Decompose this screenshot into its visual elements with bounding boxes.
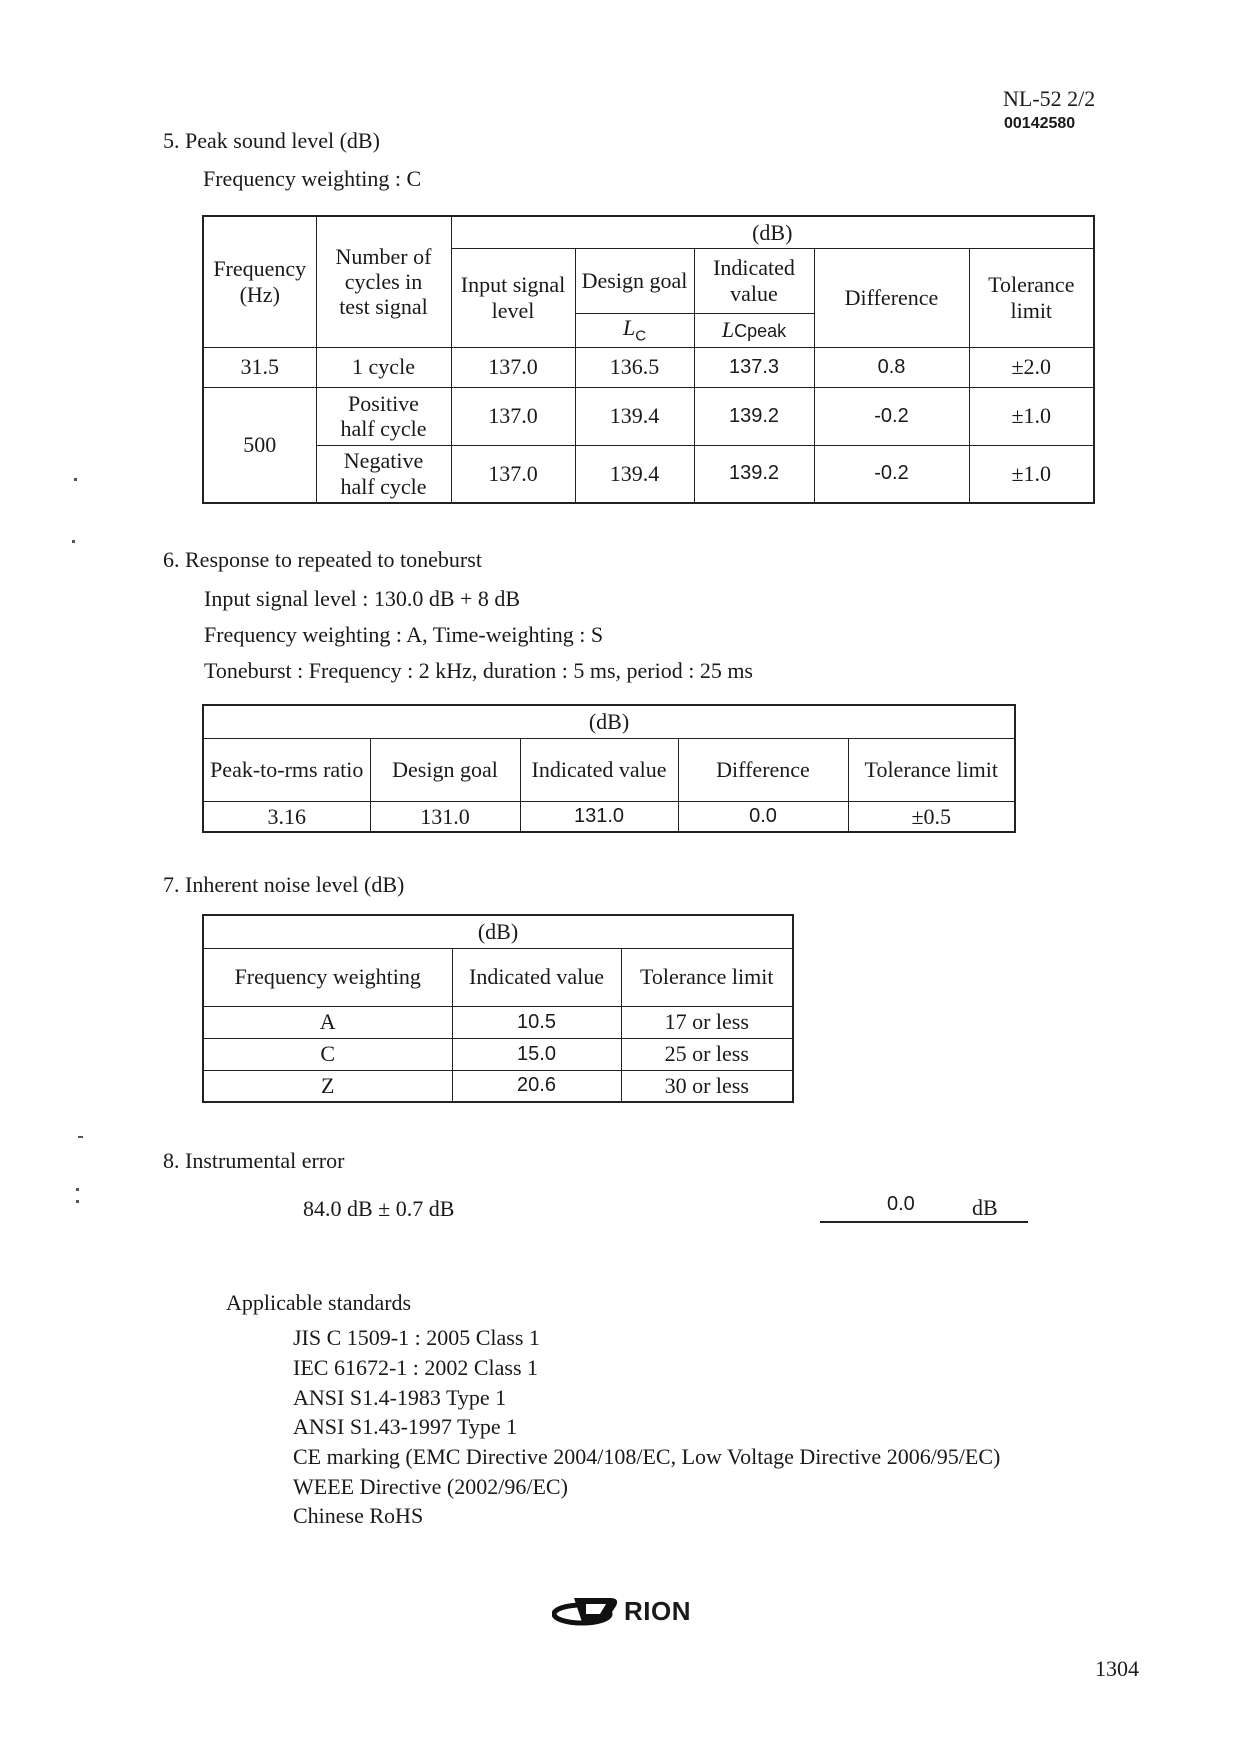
design-cell: 139.4 (575, 445, 694, 503)
table-row (203, 801, 1015, 832)
noise-table (202, 914, 794, 1103)
scan-mark (76, 1188, 79, 1191)
instrumental-error-spec: 84.0 dB ± 0.7 dB (303, 1196, 455, 1221)
difference-cell: 0.8 (814, 347, 969, 387)
tolerance-cell: ±1.0 (969, 387, 1094, 445)
col-header-design: Design goal (575, 248, 694, 313)
table-row (203, 445, 1094, 503)
input-cell: 137.0 (451, 445, 575, 503)
col-header-frequency: Frequency (Hz) (203, 216, 316, 347)
result-underline (820, 1221, 1028, 1223)
difference-cell: -0.2 (814, 387, 969, 445)
weighting-cell: A (203, 1006, 452, 1038)
col-header-indicated: Indicated value (520, 738, 678, 801)
toneburst-table (202, 704, 1016, 833)
design-cell: 131.0 (370, 801, 520, 832)
section7-title: 7. Inherent noise level (dB) (163, 872, 405, 897)
table-row (203, 1070, 793, 1102)
standard-item: Chinese RoHS (293, 1503, 424, 1528)
instrumental-error-unit: dB (972, 1195, 998, 1220)
standard-item: ANSI S1.4-1983 Type 1 (293, 1385, 507, 1410)
weighting-cell: C (203, 1038, 452, 1070)
indicated-symbol: LCpeak (694, 313, 814, 347)
col-header-difference: Difference (814, 248, 969, 347)
page-number: 1304 (1095, 1656, 1139, 1681)
peak-level-table (202, 215, 1095, 504)
rion-logo (552, 1590, 702, 1632)
section6-line: Frequency weighting : A, Time-weighting : S (204, 622, 604, 647)
section6-line: Input signal level : 130.0 dB + 8 dB (204, 586, 521, 611)
section5-weighting: Frequency weighting : C (203, 166, 422, 191)
col-header-tolerance: Tolerance limit (621, 948, 793, 1006)
cycle-cell: Negative half cycle (316, 445, 451, 503)
col-header-input: Input signal level (451, 248, 575, 347)
document-id: NL-52 2/2 (1003, 86, 1096, 111)
tolerance-cell: ±2.0 (969, 347, 1094, 387)
indicated-cell: 137.3 (694, 347, 814, 387)
ratio-cell: 3.16 (203, 801, 370, 832)
scan-mark (76, 1200, 79, 1203)
table-row (203, 387, 1094, 445)
col-header-design: Design goal (370, 738, 520, 801)
standard-item: IEC 61672-1 : 2002 Class 1 (293, 1355, 539, 1380)
scan-mark (72, 540, 75, 543)
serial-number: 00142580 (1004, 115, 1076, 132)
standard-item: CE marking (EMC Directive 2004/108/EC, Low Voltage Directive 2006/95/EC) (293, 1444, 1001, 1469)
input-cell: 137.0 (451, 347, 575, 387)
cycle-cell: Positive half cycle (316, 387, 451, 445)
indicated-cell: 10.5 (452, 1006, 621, 1038)
design-cell: 136.5 (575, 347, 694, 387)
indicated-cell: 15.0 (452, 1038, 621, 1070)
design-symbol: $L_C$ (575, 313, 694, 347)
section6-title: 6. Response to repeated to toneburst (163, 547, 482, 572)
tolerance-cell: ±0.5 (848, 801, 1015, 832)
col-header-cycles: Number of cycles in test signal (316, 216, 451, 347)
input-cell: 137.0 (451, 387, 575, 445)
db-header: (dB) (203, 915, 793, 948)
section8-title: 8. Instrumental error (163, 1148, 345, 1173)
difference-cell: 0.0 (678, 801, 848, 832)
design-cell: 139.4 (575, 387, 694, 445)
difference-cell: -0.2 (814, 445, 969, 503)
tolerance-cell: 30 or less (621, 1070, 793, 1102)
cycle-cell: 1 cycle (316, 347, 451, 387)
standard-item: ANSI S1.43-1997 Type 1 (293, 1414, 518, 1439)
weighting-cell: Z (203, 1070, 452, 1102)
scan-mark (74, 478, 77, 481)
standards-title: Applicable standards (226, 1290, 412, 1315)
db-header: (dB) (451, 216, 1094, 248)
scan-mark (78, 1136, 83, 1138)
col-header-weighting: Frequency weighting (203, 948, 452, 1006)
rion-logo-icon (552, 1592, 622, 1628)
indicated-cell: 131.0 (520, 801, 678, 832)
rion-logo-text: RION (624, 1596, 691, 1626)
standard-item: WEEE Directive (2002/96/EC) (293, 1474, 568, 1499)
col-header-tolerance: Tolerance limit (848, 738, 1015, 801)
frequency-cell: 500 (203, 387, 316, 503)
frequency-cell: 31.5 (203, 347, 316, 387)
indicated-cell: 139.2 (694, 445, 814, 503)
col-header-tolerance: Tolerance limit (969, 248, 1094, 347)
col-header-indicated: Indicated value (694, 248, 814, 313)
section5-title: 5. Peak sound level (dB) (163, 128, 380, 153)
table-row (203, 1038, 793, 1070)
tolerance-cell: 25 or less (621, 1038, 793, 1070)
db-header: (dB) (203, 705, 1015, 738)
section6-line: Toneburst : Frequency : 2 kHz, duration : 5 ms, period : 25 ms (204, 658, 753, 683)
tolerance-cell: 17 or less (621, 1006, 793, 1038)
standard-item: JIS C 1509-1 : 2005 Class 1 (293, 1325, 540, 1350)
col-header-ratio: Peak-to-rms ratio (203, 738, 370, 801)
instrumental-error-value: 0.0 (887, 1193, 915, 1215)
table-row (203, 347, 1094, 387)
tolerance-cell: ±1.0 (969, 445, 1094, 503)
table-row (203, 1006, 793, 1038)
indicated-cell: 139.2 (694, 387, 814, 445)
indicated-cell: 20.6 (452, 1070, 621, 1102)
col-header-indicated: Indicated value (452, 948, 621, 1006)
col-header-difference: Difference (678, 738, 848, 801)
